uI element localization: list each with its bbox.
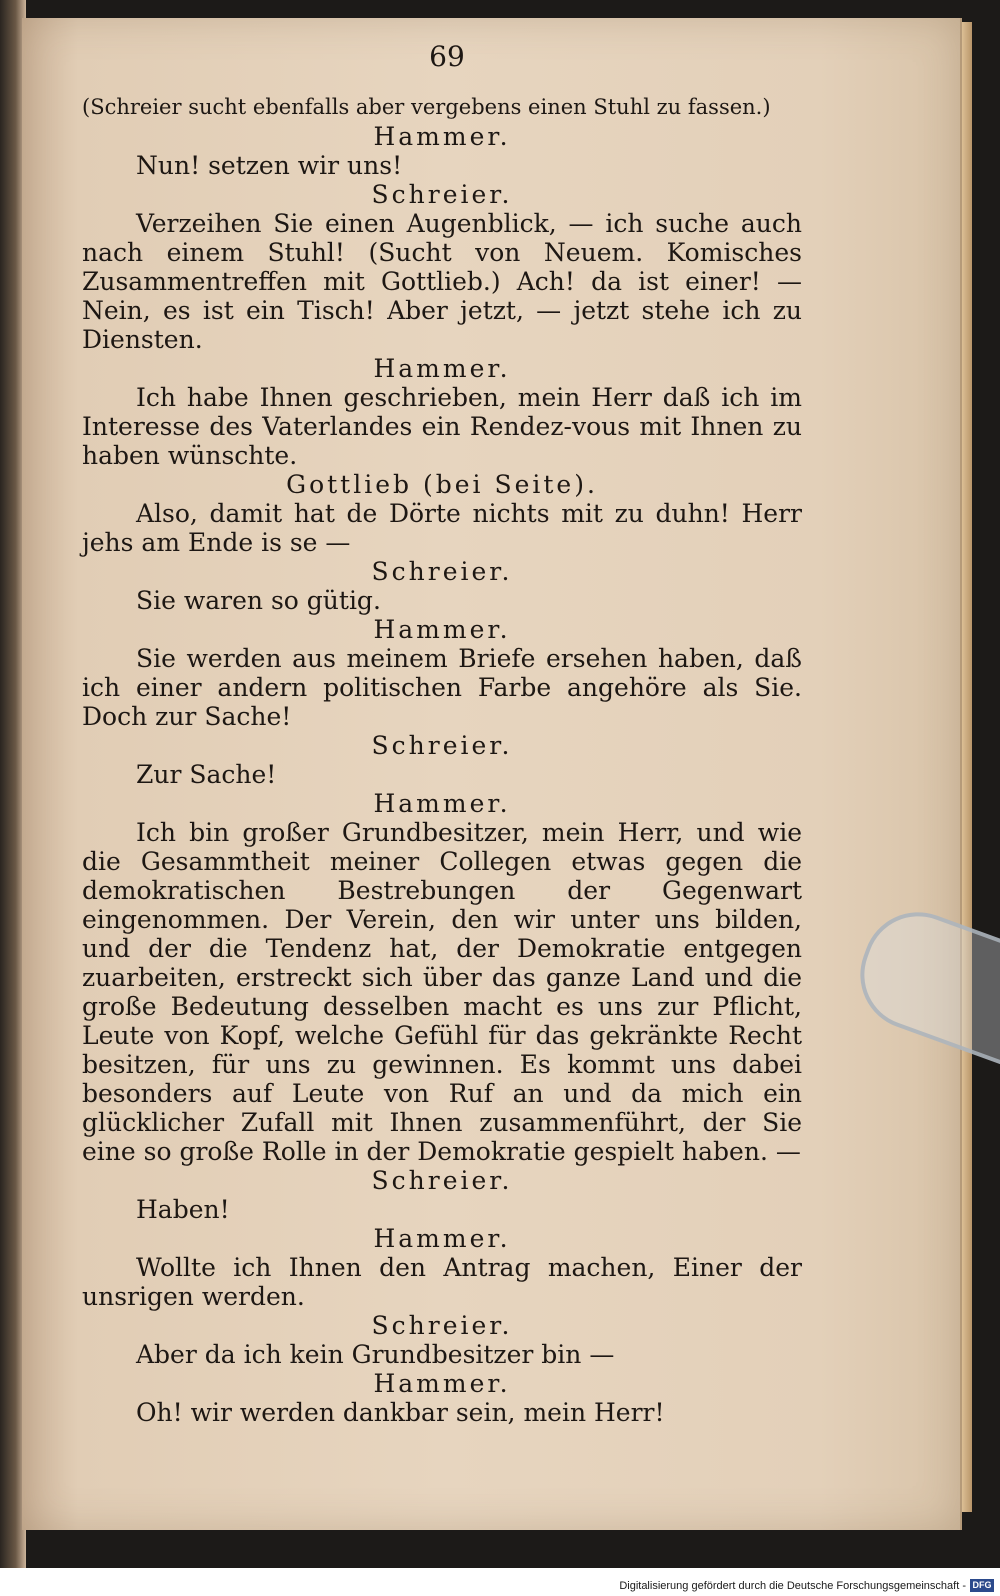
speaker-name: Schreier. xyxy=(371,1166,513,1195)
speaker-name: Hammer. xyxy=(373,789,511,818)
footer-credit: Digitalisierung gefördert durch die Deutsche Forschungsgemeinschaft - xyxy=(619,1580,966,1592)
speech-paragraph: Sie werden aus meinem Briefe ersehen haben, daß ich einer andern politischen Farbe angehöre als Sie. Doch zur Sache! xyxy=(82,644,802,731)
speaker-name: Hammer. xyxy=(373,1369,511,1398)
text-blocks xyxy=(82,93,802,1427)
speaker-name: Hammer. xyxy=(373,354,511,383)
speech-paragraph: Haben! xyxy=(136,1195,230,1224)
speaker-name: Schreier. xyxy=(371,557,513,586)
speech-paragraph: Wollte ich Ihnen den Antrag machen, Einer der unsrigen werden. xyxy=(82,1253,802,1311)
speech-paragraph: Nun! setzen wir uns! xyxy=(136,151,403,180)
speaker-name: Hammer. xyxy=(373,615,511,644)
stage-direction: (Schreier sucht ebenfalls aber vergebens einen Stuhl zu fassen.) xyxy=(82,95,771,119)
speaker-name: Schreier. xyxy=(371,731,513,760)
speech-paragraph: Verzeihen Sie einen Augenblick, — ich suche auch nach einem Stuhl! (Sucht von Neuem. Komisches Zusammentreffen mit Gottlieb.) Ach! da ist einer! — Nein, es ist ein Tisch! Aber jetzt, — jetzt stehe ich zu Diensten. xyxy=(82,209,802,354)
speaker-name: Hammer. xyxy=(373,122,511,151)
speaker-name: Gottlieb (bei Seite). xyxy=(286,470,598,499)
speech-paragraph: Zur Sache! xyxy=(136,760,277,789)
page-content xyxy=(82,40,802,1427)
speech-paragraph: Ich bin großer Grundbesitzer, mein Herr, und wie die Gesammtheit meiner Collegen etwas gegen die demokratischen Bestrebungen der Gegenwart eingenommen. Der Verein, den wir unter uns bilden, und der die Tendenz hat, der Demokratie entgegen zuarbeiten, erstreckt sich über das ganze Land und die große Bedeutung desselben macht es uns zur Pflicht, Leute von Kopf, welche Gefühl für das gekränkte Recht besitzen, für uns zu gewinnen. Es kommt uns dabei besonders auf Leute von Ruf an und da mich ein glücklicher Zufall mit Ihnen zusammenführt, der Sie eine so große Rolle in der Demokratie gespielt haben. — xyxy=(82,818,802,1166)
speaker-name: Schreier. xyxy=(371,1311,513,1340)
dfg-logo: DFG xyxy=(970,1579,994,1592)
speech-paragraph: Aber da ich kein Grundbesitzer bin — xyxy=(136,1340,615,1369)
page-number: 69 xyxy=(429,40,465,73)
speaker-name: Hammer. xyxy=(373,1224,511,1253)
speech-paragraph: Also, damit hat de Dörte nichts mit zu duhn! Herr jehs am Ende is se — xyxy=(82,499,802,557)
speech-paragraph: Ich habe Ihnen geschrieben, mein Herr daß ich im Interesse des Vaterlandes ein Rendez-vous mit Ihnen zu haben wünschte. xyxy=(82,383,802,470)
speech-paragraph: Sie waren so gütig. xyxy=(136,586,381,615)
speaker-name: Schreier. xyxy=(371,180,513,209)
speech-paragraph: Oh! wir werden dankbar sein, mein Herr! xyxy=(136,1398,665,1427)
